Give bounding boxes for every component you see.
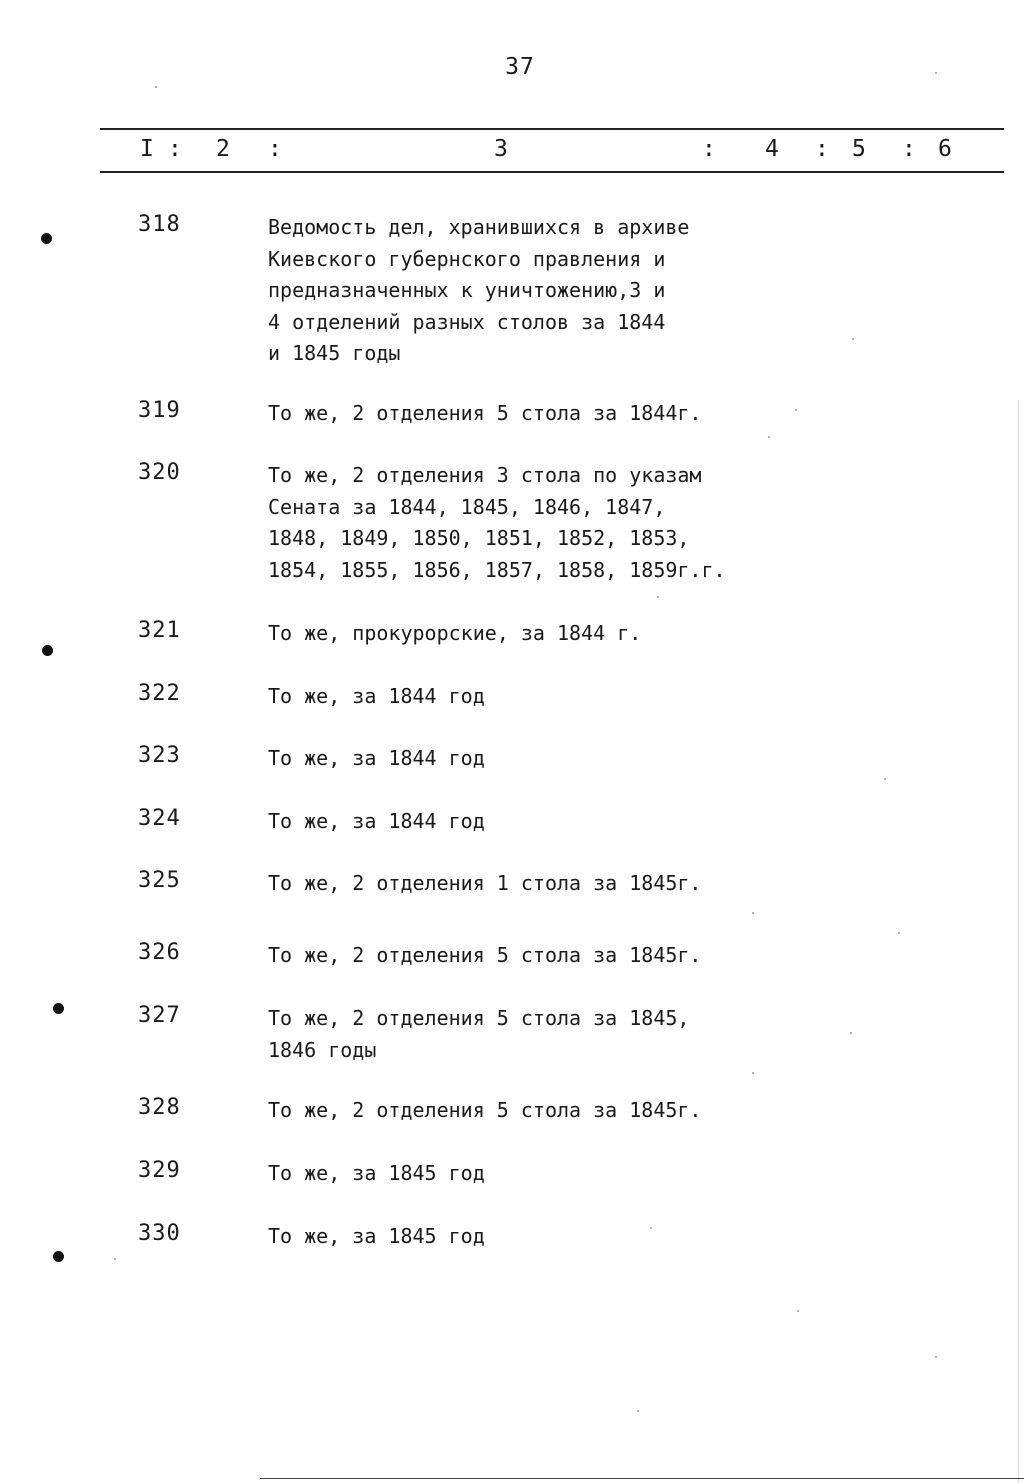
description-line: Киевского губернского правления и [268,246,666,271]
scan-speck [935,72,937,74]
row-number: 328 [138,1095,181,1120]
description-line: То же, 2 отделения 1 стола за 1845г. [268,871,702,895]
scan-speck [637,1410,639,1412]
header-separator: : [268,136,282,162]
row-description [268,618,788,650]
row-number: 318 [138,212,181,237]
description-line: То же, за 1845 год [268,1224,485,1248]
description-line: 1854, 1855, 1856, 1857, 1858, 1859г.г. [268,557,726,582]
row-number: 327 [138,1003,181,1028]
description-line: 4 отделений разных столов за 1844 [268,309,666,334]
scan-edge-line [1018,400,1019,1483]
row-number: 326 [138,940,181,965]
scan-speck [768,436,770,438]
binder-hole-mark [41,233,52,244]
scan-speck [852,338,854,340]
header-col-1: I [140,136,154,162]
binder-hole-mark [42,645,53,656]
row-description [268,868,788,900]
description-line: То же, 2 отделения 5 стола за 1845, [268,1006,690,1030]
row-description [268,940,788,972]
header-separator: : [702,136,716,162]
row-description [268,1158,788,1190]
scan-speck [650,1227,652,1229]
row-number: 323 [138,743,181,768]
row-number: 325 [138,868,181,893]
header-col-6: 6 [938,136,952,162]
row-number: 320 [138,460,181,485]
description-line: То же, за 1845 год [268,1161,485,1185]
row-number: 321 [138,618,181,643]
description-line: То же, за 1844 год [268,809,485,833]
description-line: То же, за 1844 год [268,684,485,708]
table-header-bottom-rule [100,171,1004,173]
row-number: 324 [138,806,181,831]
description-line: 1848, 1849, 1850, 1851, 1852, 1853, [268,526,690,550]
scan-speck [657,596,659,598]
description-line: предназначенных к уничтожению,3 и [268,278,666,302]
row-description [268,212,788,370]
row-number: 319 [138,398,181,423]
description-line: То же, прокурорские, за 1844 г. [268,621,642,645]
scan-speck [797,1310,799,1312]
scan-speck [850,1032,852,1034]
row-number: 329 [138,1158,181,1183]
scan-speck [114,1258,116,1260]
row-description [268,743,788,775]
header-separator: : [815,136,829,162]
scan-speck [884,778,886,780]
header-col-5: 5 [852,136,866,162]
page-number: 37 [505,54,535,80]
binder-hole-mark [53,1003,64,1014]
row-description [268,806,788,838]
description-line: Ведомость дел, хранившихся в архиве [268,215,690,239]
scan-speck [752,912,754,914]
description-line: 1846 годы [268,1037,377,1062]
row-number: 330 [138,1221,181,1246]
row-description [268,1095,788,1127]
header-col-4: 4 [765,136,779,162]
row-description [268,460,788,586]
scan-speck [752,1072,754,1074]
table-header-top-rule [100,128,1004,130]
header-col-3: 3 [494,136,508,162]
scan-speck [898,932,900,934]
row-description [268,398,788,430]
scan-speck [795,409,797,411]
description-line: То же, за 1844 год [268,746,485,770]
header-separator: : [902,136,916,162]
row-number: 322 [138,681,181,706]
scan-speck [935,1356,937,1358]
header-separator: : [168,136,182,162]
description-line: То же, 2 отделения 5 стола за 1844г. [268,401,702,425]
description-line: Сената за 1844, 1845, 1846, 1847, [268,494,666,519]
row-description [268,1221,788,1253]
description-line: То же, 2 отделения 5 стола за 1845г. [268,1098,702,1122]
header-col-2: 2 [216,136,230,162]
binder-hole-mark [53,1251,64,1262]
scan-speck [155,86,157,88]
description-line: То же, 2 отделения 5 стола за 1845г. [268,943,702,967]
row-description [268,681,788,713]
description-line: То же, 2 отделения 3 стола по указам [268,463,702,487]
scan-bottom-line [260,1478,1024,1479]
row-description [268,1003,788,1066]
description-line: и 1845 годы [268,341,401,365]
